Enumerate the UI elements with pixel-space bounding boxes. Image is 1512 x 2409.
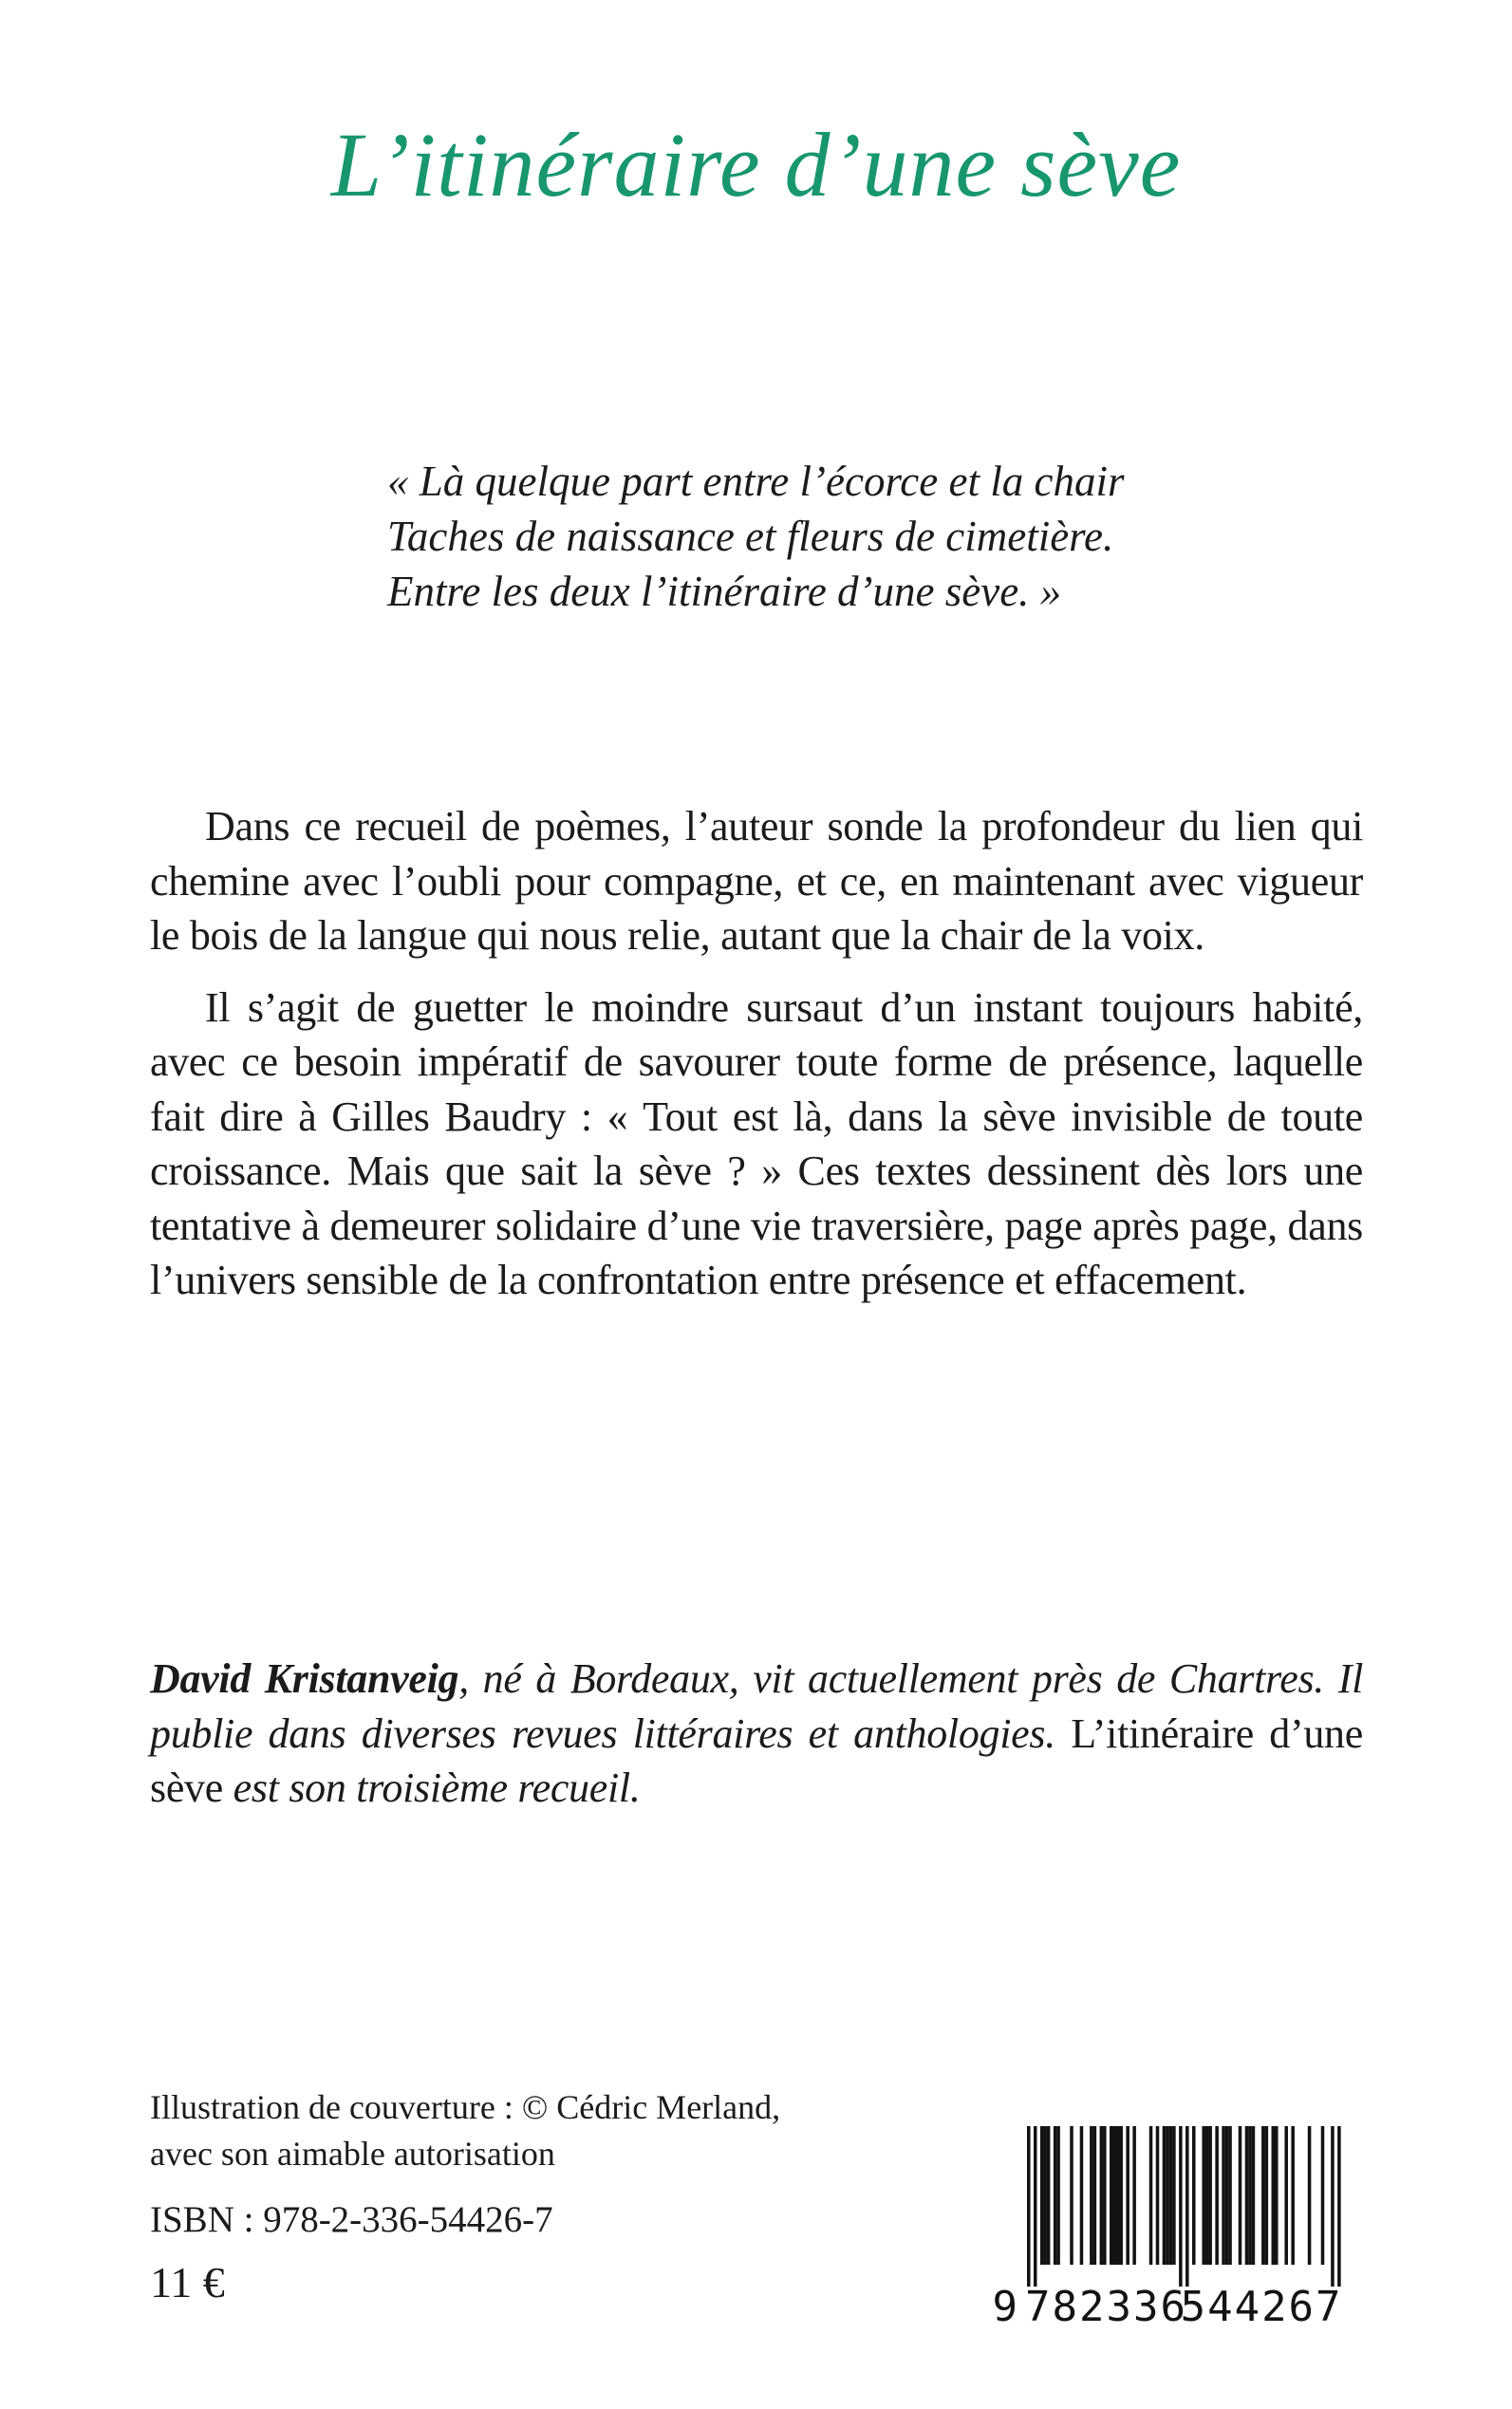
price-label: 11 € xyxy=(150,2258,225,2306)
bio-text-middle: , né à Bordeaux, vit actuellement près de Chartres. Il publie dans diverses revues littéraires et anthologies. xyxy=(150,1655,1363,1757)
bio-book-title: L’itinéraire d’une sève xyxy=(150,1709,1363,1811)
epigraph-quote xyxy=(387,454,1124,619)
bio-text-end: est son troisième recueil. xyxy=(222,1765,641,1811)
synopsis-paragraph-2: Il s’agit de guetter le moindre sursaut d’un instant toujours habité, avec ce besoin impératif de savourer toute forme de présence, laquelle fait dire à Gilles Baudry : « Tout est là, dans la sève invisible de toute croissance. Mais que sait la sève ? » Ces textes dessinent dès lors une tentative à demeurer solidaire d’une vie traversière, page après page, dans l’univers sensible de la confrontation entre présence et effacement. xyxy=(150,983,1363,1303)
svg-text:782336: 782336 xyxy=(1025,2283,1187,2330)
quote-line-3: Entre les deux l’itinéraire d’une sève. » xyxy=(387,568,1062,615)
synopsis xyxy=(150,799,1363,1325)
author-bio xyxy=(150,1652,1363,1816)
credit-line-1: Illustration de couverture : © Cédric Merland, xyxy=(150,2088,781,2126)
quote-line-1: « Là quelque part entre l’écorce et la chair xyxy=(387,458,1125,505)
credit-line-2: avec son aimable autorisation xyxy=(150,2135,555,2173)
author-name: David Kristanveig xyxy=(150,1655,459,1702)
svg-text:9: 9 xyxy=(992,2283,1019,2330)
synopsis-paragraph-1: Dans ce recueil de poèmes, l’auteur sonde la profondeur du lien qui chemine avec l’oubli pour compagne, et ce, en maintenant avec vigueur le bois de la langue qui nous relie, autant que la chair de la voix. xyxy=(150,803,1363,959)
svg-text:544267: 544267 xyxy=(1180,2283,1343,2330)
book-title: L’itinéraire d’une sève xyxy=(330,114,1182,215)
ean13-barcode xyxy=(985,2126,1346,2330)
isbn-number: ISBN : 978-2-336-54426-7 xyxy=(150,2199,553,2240)
cover-illustration-credit xyxy=(150,2084,780,2177)
quote-line-2: Taches de naissance et fleurs de cimetière. xyxy=(387,513,1114,560)
